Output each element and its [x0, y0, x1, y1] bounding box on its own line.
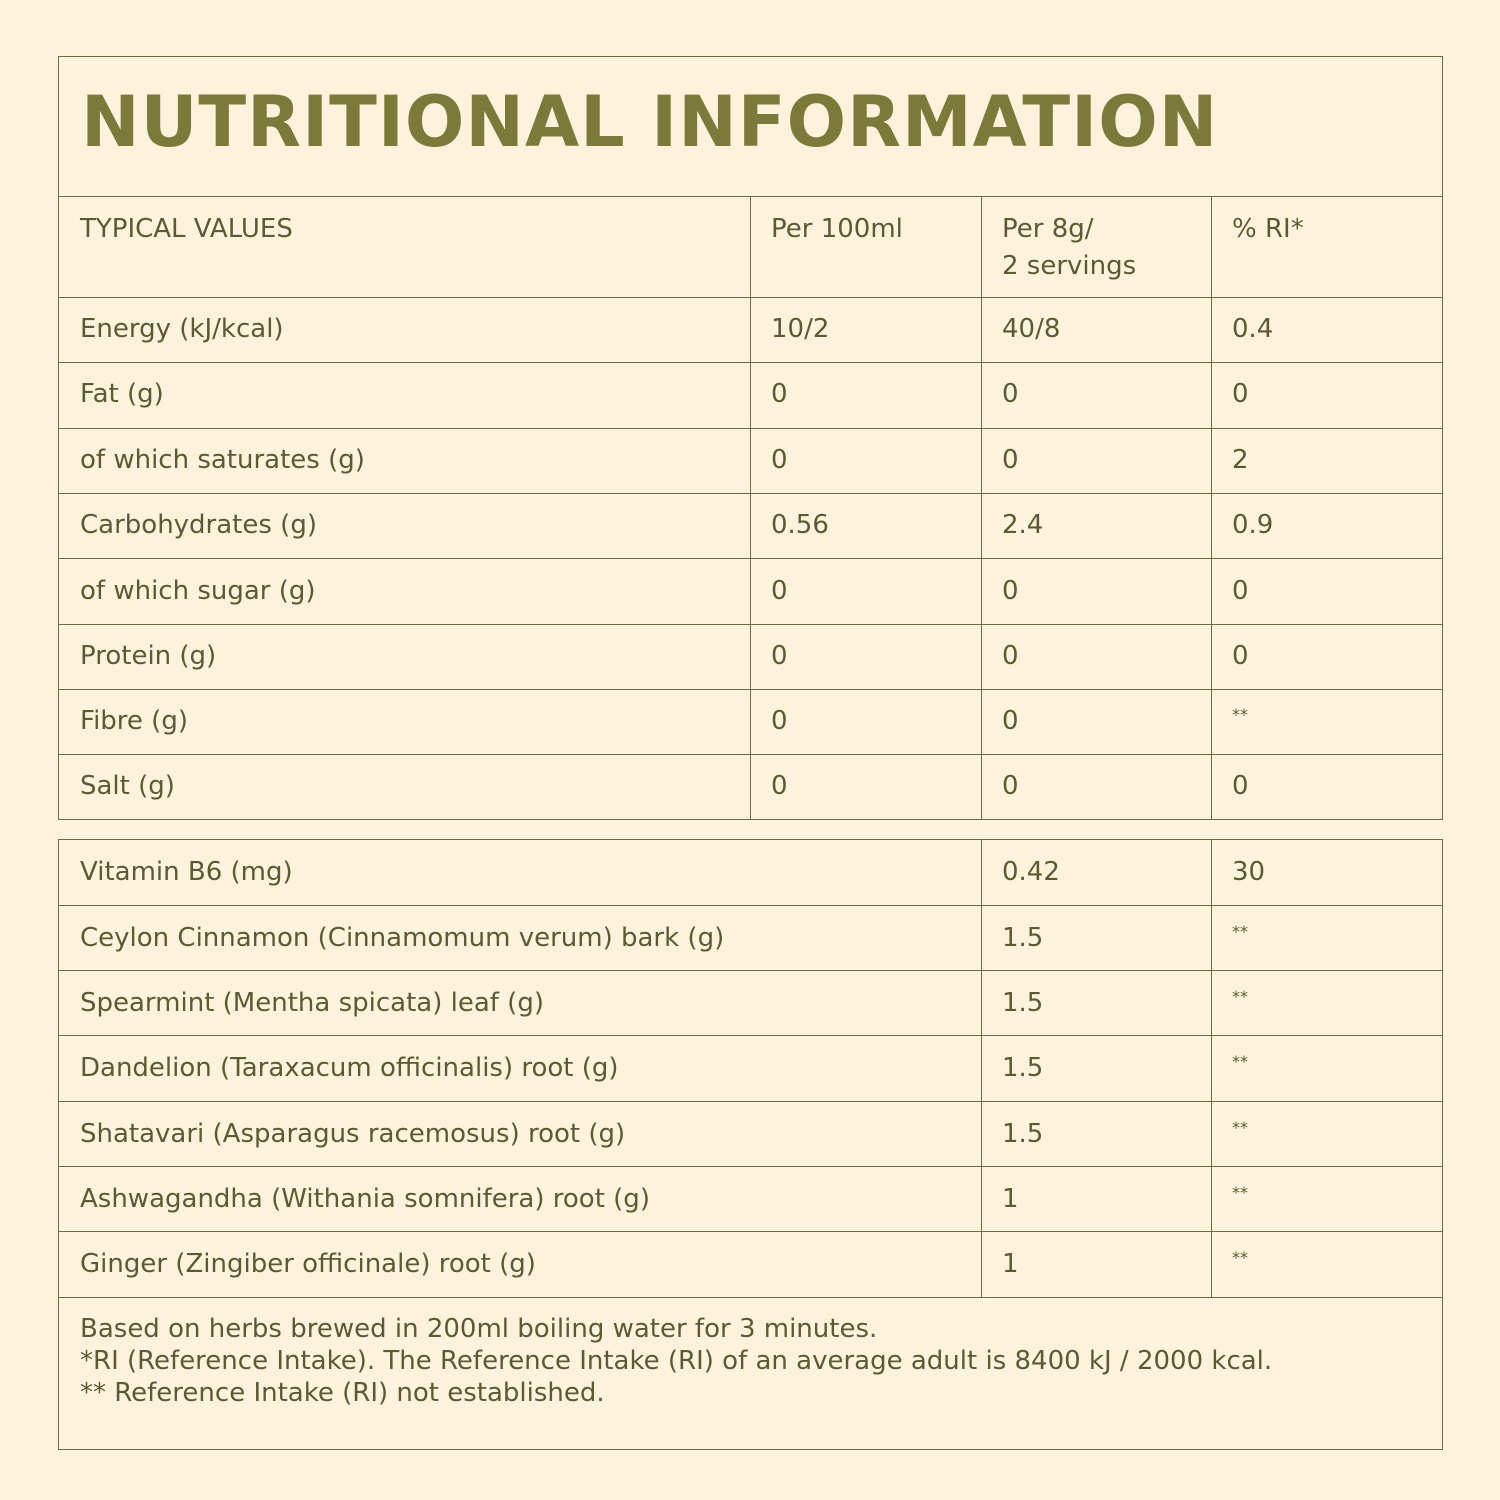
header-per-100ml: Per 100ml	[771, 214, 903, 244]
column-divider	[981, 840, 982, 1297]
row-per-8g: 2.4	[1002, 510, 1044, 540]
divider	[59, 1297, 1442, 1298]
ingredient-label: Ginger (Zingiber officinale) root (g)	[80, 1249, 536, 1279]
nutrition-table	[58, 56, 1443, 820]
column-divider	[1211, 840, 1212, 1297]
header-per-8g-line2: 2 servings	[1002, 251, 1137, 281]
row-label: of which saturates (g)	[80, 445, 365, 475]
ingredient-per-8g: 0.42	[1002, 857, 1060, 887]
ingredient-ri: **	[1232, 1118, 1248, 1137]
divider	[59, 905, 1442, 906]
row-per-8g: 0	[1002, 641, 1019, 671]
ingredient-per-8g: 1.5	[1002, 1119, 1044, 1149]
row-per-8g: 0	[1002, 576, 1019, 606]
footnote-not-established: ** Reference Intake (RI) not established.	[80, 1378, 605, 1408]
ingredient-ri: **	[1232, 1183, 1248, 1202]
row-per-100ml: 0	[771, 576, 788, 606]
row-per-100ml: 0	[771, 445, 788, 475]
row-label: Fat (g)	[80, 379, 164, 409]
row-ri: 0	[1232, 771, 1249, 801]
page-title: NUTRITIONAL INFORMATION	[81, 81, 1219, 163]
ingredient-label: Spearmint (Mentha spicata) leaf (g)	[80, 988, 544, 1018]
ingredient-per-8g: 1.5	[1002, 923, 1044, 953]
ingredient-ri: **	[1232, 1248, 1248, 1267]
ingredient-per-8g: 1.5	[1002, 1053, 1044, 1083]
footnote-brewing: Based on herbs brewed in 200ml boiling water for 3 minutes.	[80, 1314, 878, 1344]
ingredient-label: Dandelion (Taraxacum officinalis) root (g)	[80, 1053, 619, 1083]
ingredient-label: Vitamin B6 (mg)	[80, 857, 293, 887]
ingredient-per-8g: 1	[1002, 1249, 1019, 1279]
divider	[59, 1101, 1442, 1102]
ingredient-per-8g: 1	[1002, 1184, 1019, 1214]
row-label: Salt (g)	[80, 771, 175, 801]
row-label: of which sugar (g)	[80, 576, 316, 606]
header-per-8g	[1002, 211, 1136, 285]
row-per-8g: 0	[1002, 445, 1019, 475]
footnotes	[80, 1313, 1272, 1409]
row-per-8g: 40/8	[1002, 314, 1061, 344]
row-per-100ml: 0	[771, 641, 788, 671]
row-ri: 0.4	[1232, 314, 1274, 344]
ingredient-ri: 30	[1232, 857, 1266, 887]
row-per-8g: 0	[1002, 771, 1019, 801]
ingredient-per-8g: 1.5	[1002, 988, 1044, 1018]
row-label: Fibre (g)	[80, 706, 188, 736]
row-label: Protein (g)	[80, 641, 217, 671]
ingredient-label: Ashwagandha (Withania somnifera) root (g)	[80, 1184, 650, 1214]
row-per-100ml: 0	[771, 706, 788, 736]
row-ri: 2	[1232, 445, 1249, 475]
row-label: Carbohydrates (g)	[80, 510, 317, 540]
row-ri: **	[1232, 705, 1248, 724]
row-ri: 0	[1232, 641, 1249, 671]
ingredient-label: Shatavari (Asparagus racemosus) root (g)	[80, 1119, 626, 1149]
header-per-8g-line1: Per 8g/	[1002, 214, 1094, 244]
divider	[59, 1231, 1442, 1232]
row-label: Energy (kJ/kcal)	[80, 314, 284, 344]
header-ri: % RI*	[1232, 214, 1304, 244]
ingredient-ri: **	[1232, 1052, 1248, 1071]
footnote-ri: *RI (Reference Intake). The Reference Intake (RI) of an average adult is 8400 kJ / 2000 kcal.	[80, 1346, 1273, 1376]
ingredients-table	[58, 839, 1443, 1450]
row-ri: 0	[1232, 379, 1249, 409]
column-divider	[1211, 196, 1212, 820]
ingredient-ri: **	[1232, 987, 1248, 1006]
row-ri: 0	[1232, 576, 1249, 606]
row-per-100ml: 0	[771, 379, 788, 409]
ingredient-label: Ceylon Cinnamon (Cinnamomum verum) bark (g)	[80, 923, 725, 953]
divider	[59, 1166, 1442, 1167]
header-typical-values: TYPICAL VALUES	[80, 214, 293, 244]
row-per-100ml: 0.56	[771, 510, 829, 540]
ingredient-ri: **	[1232, 922, 1248, 941]
row-per-100ml: 10/2	[771, 314, 830, 344]
row-per-8g: 0	[1002, 706, 1019, 736]
row-per-8g: 0	[1002, 379, 1019, 409]
divider	[59, 970, 1442, 971]
divider	[59, 1035, 1442, 1036]
row-per-100ml: 0	[771, 771, 788, 801]
column-divider	[750, 196, 751, 820]
column-divider	[981, 196, 982, 820]
row-ri: 0.9	[1232, 510, 1274, 540]
